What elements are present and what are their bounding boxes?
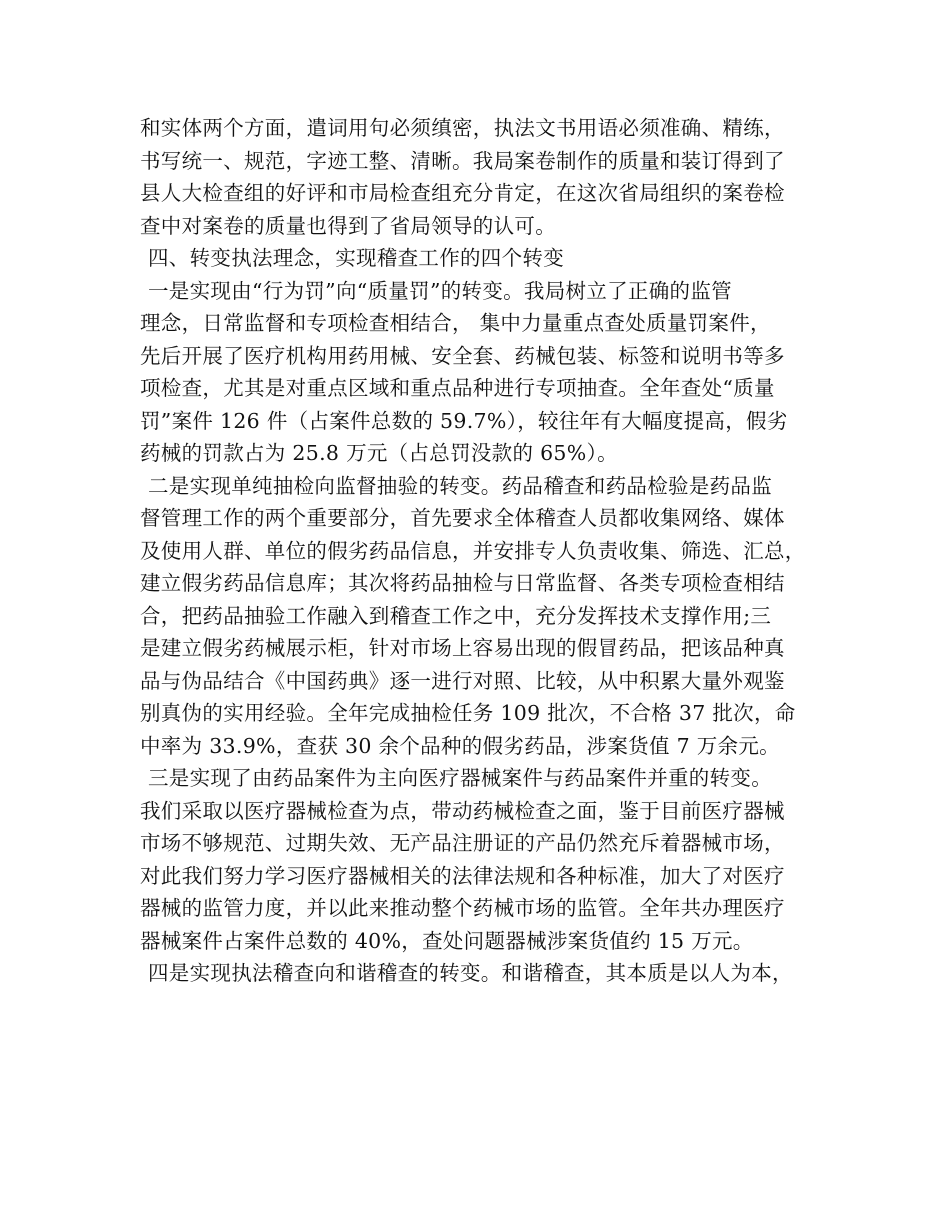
paragraph-line: 中率为 33.9%，查获 30 余个品种的假劣药品，涉案货值 7 万余元。	[140, 733, 780, 758]
paragraph-line: 别真伪的实用经验。全年完成抽检任务 109 批次，不合格 37 批次，命	[140, 701, 796, 725]
paragraph-line: 县人大检查组的好评和市局检查组充分肯定，在这次省局组织的案卷检	[140, 181, 785, 205]
paragraph-line: 药械的罚款占为 25.8 万元（占总罚没款的 65%）。	[140, 441, 618, 465]
paragraph-line: 合，把药品抽验工作融入到稽查工作之中，充分发挥技术支撑作用;三	[140, 603, 772, 628]
document-body	[140, 112, 820, 990]
paragraph-line: 建立假劣药品信息库；其次将药品抽检与日常监督、各类专项检查相结	[140, 571, 785, 595]
paragraph-line: 三是实现了由药品案件为主向医疗器械案件与药品案件并重的转变。	[148, 766, 772, 790]
paragraph-line: 和实体两个方面，遣词用句必须缜密，执法文书用语必须准确、精练，	[140, 116, 785, 140]
paragraph-line: 督管理工作的两个重要部分，首先要求全体稽查人员都收集网络、媒体	[140, 506, 785, 530]
paragraph-line: 器械案件占案件总数的 40%，查处问题器械涉案货值约 15 万元。	[140, 928, 754, 953]
paragraph-line: 品与伪品结合《中国药典》逐一进行对照、比较，从中积累大量外观鉴	[140, 668, 785, 693]
paragraph-line: 先后开展了医疗机构用药用械、安全套、药械包装、标签和说明书等多	[140, 343, 785, 368]
paragraph-line: 及使用人群、单位的假劣药品信息，并安排专人负责收集、筛选、汇总，	[140, 538, 806, 563]
paragraph-line: 市场不够规范、过期失效、无产品注册证的产品仍然充斥着器械市场，	[140, 831, 785, 855]
paragraph-line: 我们采取以医疗器械检查为点，带动药械检查之面，鉴于目前医疗器械	[140, 798, 785, 823]
paragraph-line: 器械的监管力度，并以此来推动整个药械市场的监管。全年共办理医疗	[140, 896, 785, 920]
paragraph-line: 书写统一、规范，字迹工整、清晰。我局案卷制作的质量和装订得到了	[140, 148, 785, 173]
paragraph-line: 一是实现由“行为罚”向“质量罚”的转变。我局树立了正确的监管	[148, 278, 732, 303]
paragraph-line: 是建立假劣药械展示柜，针对市场上容易出现的假冒药品，把该品种真	[140, 636, 785, 660]
paragraph-line: 二是实现单纯抽检向监督抽验的转变。药品稽查和药品检验是药品监	[148, 473, 772, 498]
paragraph-line: 项检查，尤其是对重点区域和重点品种进行专项抽查。全年查处“质量	[140, 376, 775, 400]
paragraph-line: 对此我们努力学习医疗器械相关的法律法规和各种标准，加大了对医疗	[140, 863, 785, 888]
paragraph-line: 四是实现执法稽查向和谐稽查的转变。和谐稽查，其本质是以人为本，	[148, 961, 793, 985]
paragraph-line: 查中对案卷的质量也得到了省局领导的认可。	[140, 213, 556, 238]
paragraph-line: 理念，日常监督和专项检查相结合， 集中力量重点查处质量罚案件，	[140, 311, 771, 335]
paragraph-line: 罚”案件 126 件（占案件总数的 59.7%），较往年有大幅度提高，假劣	[140, 408, 788, 433]
section-heading: 四、转变执法理念，实现稽查工作的四个转变	[148, 246, 564, 270]
